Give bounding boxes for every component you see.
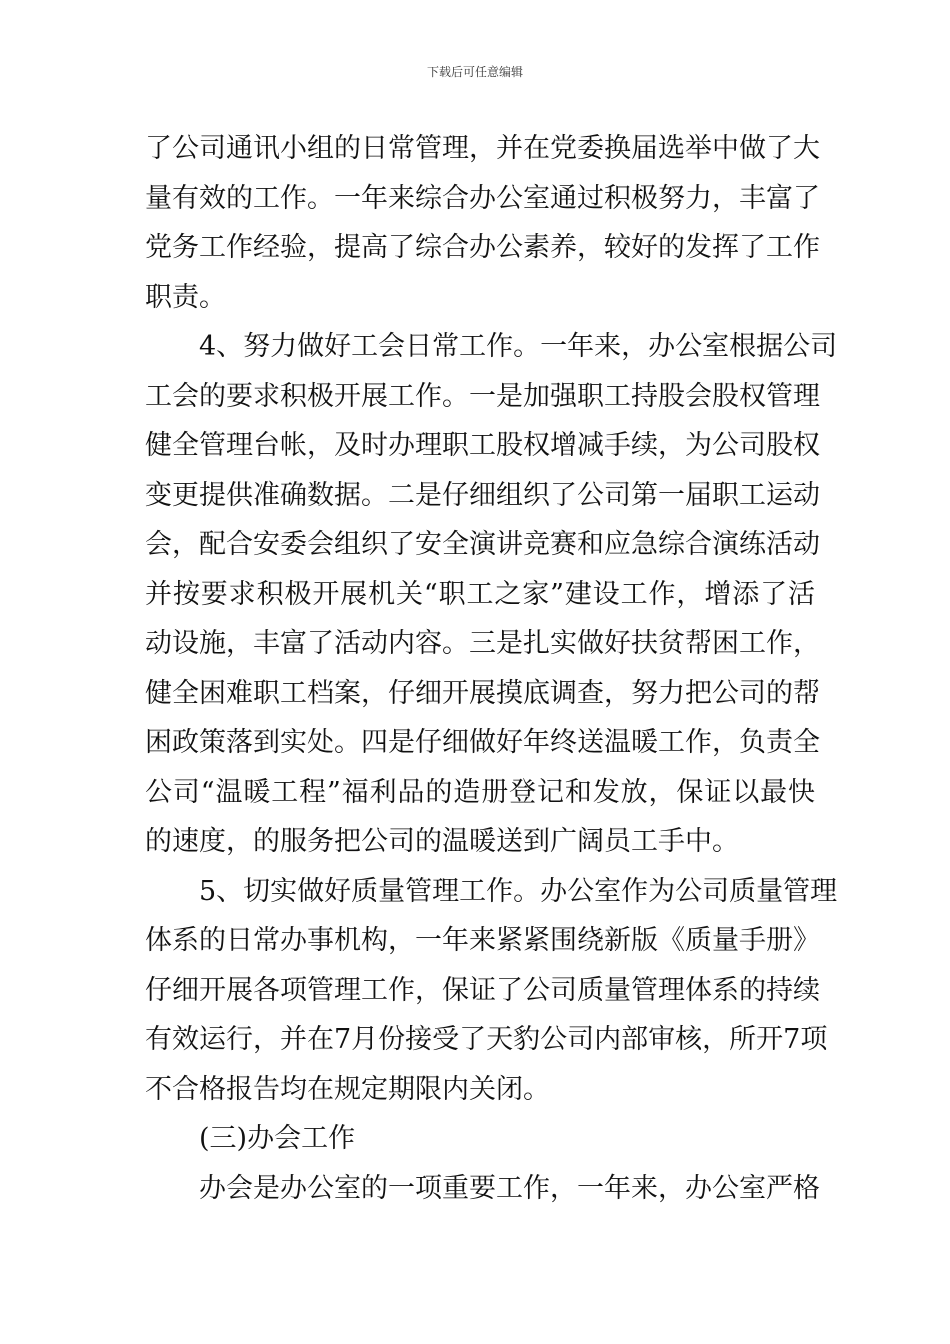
text-line: 办会是办公室的一项重要工作，一年来，办公室严格 (199, 1172, 820, 1204)
text-line: 变更提供准确数据。二是仔细组织了公司第一届职工运动 (145, 479, 820, 511)
text-line: 5、切实做好质量管理工作。办公室作为公司质量管理 (199, 875, 838, 907)
page-header: 下载后可任意编辑 (426, 65, 523, 79)
text-line: 困政策落到实处。四是仔细做好年终送温暖工作，负责全 (145, 727, 820, 758)
text-line: 健全管理台帐，及时办理职工股权增减手续，为公司股权 (145, 430, 820, 461)
text-line: (三)办会工作 (199, 1123, 356, 1154)
text-line: 仔细开展各项管理工作，保证了公司质量管理体系的持续 (145, 974, 820, 1006)
text-line: 4、努力做好工会日常工作。一年来，办公室根据公司 (199, 331, 838, 362)
text-line: 职责。 (145, 281, 226, 313)
text-line: 工会的要求积极开展工作。一是加强职工持股会股权管理 (145, 380, 820, 412)
document-body (145, 124, 838, 1213)
text-line: 并按要求积极开展机关“职工之家”建设工作，增添了活 (145, 578, 815, 610)
text-line: 了公司通讯小组的日常管理，并在党委换届选举中做了大 (145, 133, 820, 164)
text-line: 有效运行，并在7月份接受了天豹公司内部审核，所开7项 (145, 1024, 828, 1055)
text-line: 的速度，的服务把公司的温暖送到广阔员工手中。 (145, 826, 739, 857)
text-line: 不合格报告均在规定期限内关闭。 (145, 1073, 550, 1105)
text-line: 会，配合安委会组织了安全演讲竞赛和应急综合演练活动 (145, 529, 820, 560)
text-line: 体系的日常办事机构，一年来紧紧围绕新版《质量手册》 (145, 925, 820, 956)
text-line: 量有效的工作。一年来综合办公室通过积极努力，丰富了 (145, 182, 820, 214)
text-line: 健全困难职工档案，仔细开展摸底调查，努力把公司的帮 (145, 677, 820, 709)
text-line: 公司“温暖工程”福利品的造册登记和发放，保证以最快 (145, 776, 815, 808)
text-line: 党务工作经验，提高了综合办公素养，较好的发挥了工作 (145, 232, 820, 263)
text-line: 动设施，丰富了活动内容。三是扎实做好扶贫帮困工作， (145, 628, 820, 659)
